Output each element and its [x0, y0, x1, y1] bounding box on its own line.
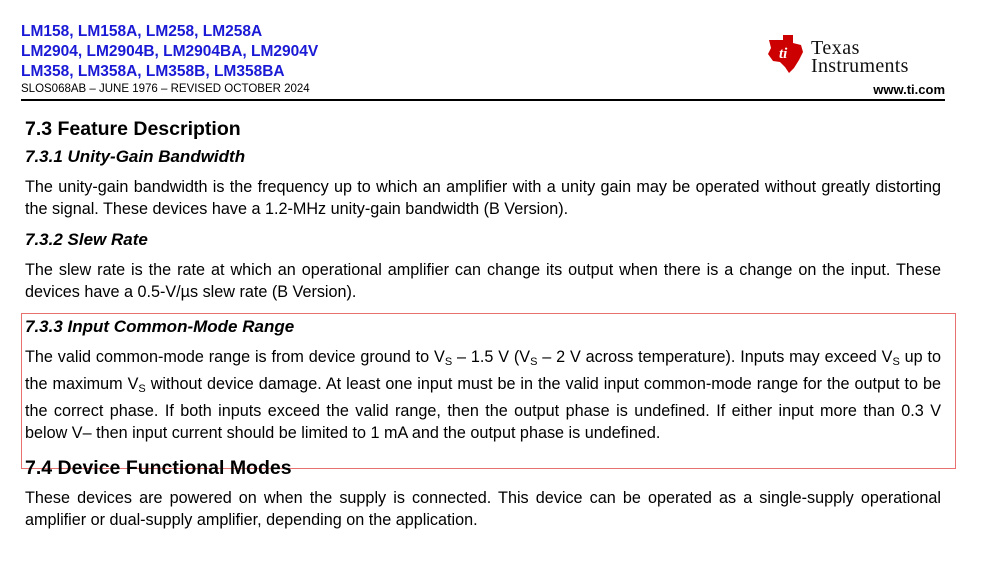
- part-numbers-line-3[interactable]: LM358, LM358A, LM358B, LM358BA: [21, 63, 285, 80]
- part-number-list: [21, 22, 318, 82]
- ti-state-icon: [765, 34, 807, 74]
- unity-gain-bandwidth-text: The unity-gain bandwidth is the frequency up to which an amplifier with a unity gain may be operated without greatly distorting the signal. These devices have a 1.2-MHz unity-gain bandwidth (B Version).: [25, 178, 941, 218]
- part-numbers-line-2[interactable]: LM2904, LM2904B, LM2904BA, LM2904V: [21, 43, 319, 60]
- logo-text-instruments: Instruments: [811, 55, 909, 77]
- website-link[interactable]: www.ti.com: [873, 82, 945, 97]
- header-divider: [21, 99, 945, 101]
- page-content: [25, 115, 941, 531]
- device-functional-modes-text: These devices are powered on when the supply is connected. This device can be operated as a single-supply operational amplifier or dual-supply amplifier, depending on the application.: [25, 489, 941, 529]
- slew-rate-text: The slew rate is the rate at which an operational amplifier can change its output when there is a change on the input. These devices have a 0.5-V/µs slew rate (B Version).: [25, 261, 941, 301]
- ti-logo: [765, 34, 945, 78]
- document-id: SLOS068AB – JUNE 1976 – REVISED OCTOBER 2024: [21, 83, 310, 95]
- section-input-common-mode-range-title: 7.3.3 Input Common-Mode Range: [25, 317, 295, 336]
- section-device-functional-modes-title: 7.4 Device Functional Modes: [25, 457, 292, 479]
- section-slew-rate-title: 7.3.2 Slew Rate: [25, 230, 148, 249]
- section-unity-gain-bandwidth-title: 7.3.1 Unity-Gain Bandwidth: [25, 147, 246, 166]
- part-numbers-line-1[interactable]: LM158, LM158A, LM258, LM258A: [21, 23, 263, 40]
- logo-text-texas: Texas: [811, 37, 860, 59]
- svg-text:ti: ti: [779, 46, 788, 62]
- section-feature-description-title: 7.3 Feature Description: [25, 118, 241, 140]
- input-common-mode-range-text: The valid common-mode range is from device ground to $V_S - 1.5$ V ($V_S - 2$ V across temperature). Inputs may exceed $V_S$ up to the maximum $V_S$ without device damage. At least one input must be in the valid input common-mode range for the output to be the correct phase. If both inputs exceed the valid range, then the output phase is undefined. If either input more than 0.3 V below V– then input current should be limited to 1 mA and the output phase is undefined.: [25, 348, 942, 442]
- document-header: [21, 22, 945, 100]
